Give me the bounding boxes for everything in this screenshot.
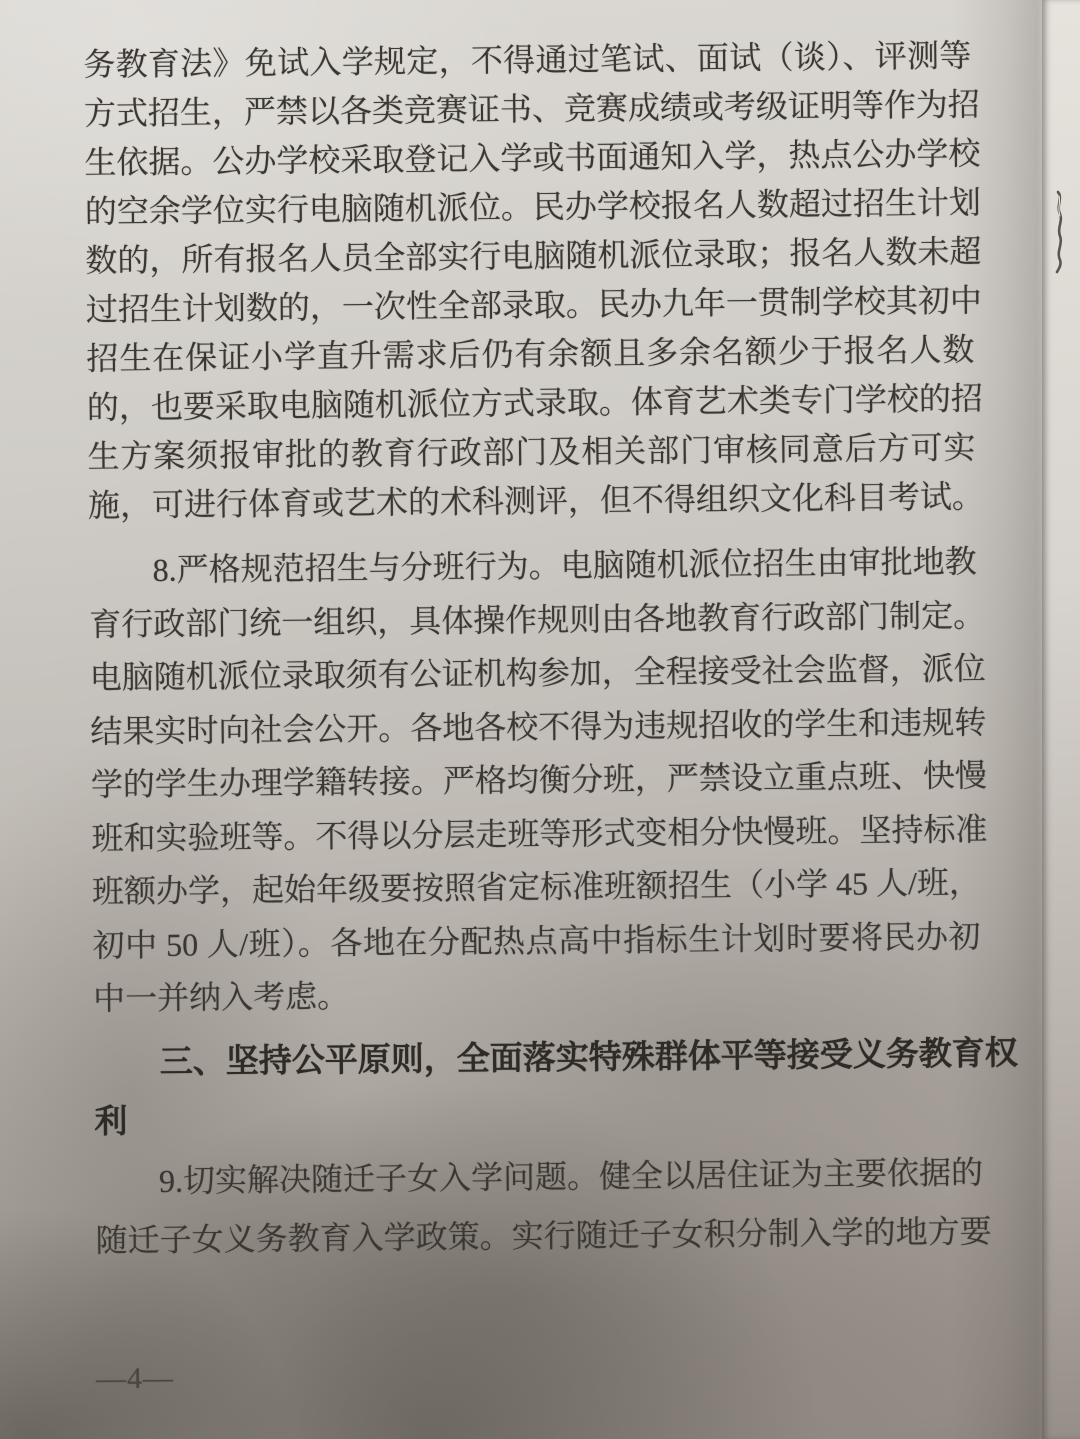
text-line: 生依据。公办学校采取登记入学或书面通知入学，热点公办学校: [84, 135, 981, 181]
text-line: 班额办学，起始年级要按照省定标准班额招生（小学 45 人/班，: [91, 864, 982, 910]
text-line: 招生在保证小学直升需求后仍有余额且多余名额少于报名人数: [86, 331, 975, 377]
text-line: 三、坚持公平原则，全面落实特殊群体平等接受义务教育权: [159, 1035, 1018, 1081]
staple-icon: [1052, 190, 1066, 274]
text-line: 数的，所有报名人员全部实行电脑随机派位录取；报名人数未超: [85, 233, 982, 279]
text-line: 方式招生，严禁以各类竞赛证书、竞赛成绩或考级证明等作为招: [83, 86, 981, 132]
text-line: 电脑随机派位录取须有公证机构参加，全程接受社会监督，派位: [89, 650, 986, 696]
text-line: 务教育法》免试入学规定，不得通过笔试、面试（谈）、评测等: [83, 37, 972, 83]
text-line: 的，也要采取电脑随机派位方式录取。体育艺术类专门学校的招: [86, 380, 984, 426]
text-line: 利: [94, 1103, 128, 1141]
text-line: 施，可进行体育或艺术的术科测评，但不得组织文化科目考试。: [87, 478, 985, 524]
text-line: 育行政部门统一组织，具体操作规则由各地教育行政部门制定。: [89, 596, 986, 643]
text-line: 8.严格规范招生与分班行为。电脑随机派位招生由审批地教: [152, 543, 977, 588]
text-line: 的空余学位实行电脑随机派位。民办学校报名人数超过招生计划: [84, 184, 982, 230]
text-line: 过招生计划数的，一次性全部录取。民办九年一贯制学校其初中: [85, 282, 983, 328]
text-line: 9.切实解决随迁子女入学问题。健全以居住证为主要依据的: [158, 1153, 984, 1199]
text-line: 学的学生办理学籍转接。严格均衡分班，严禁设立重点班、快慢: [90, 757, 988, 803]
paragraph-item-9: [95, 1143, 992, 1270]
page-number: —4—: [95, 1361, 175, 1396]
text-line: 生方案须报审批的教育行政部门及相关部门审核同意后方可实: [87, 429, 976, 475]
text-line: 结果实时向社会公开。各地各校不得为违规招收的学生和违规转: [90, 703, 987, 750]
text-line: 中一并纳入考虑。: [92, 977, 350, 1017]
text-line: 随迁子女义务教育入学政策。实行随迁子女积分制入学的地方要: [95, 1212, 992, 1259]
document-text: [83, 0, 1018, 1270]
section-heading-3: [94, 1025, 1018, 1152]
paragraph-continuation: [83, 31, 985, 530]
text-line: 初中 50 人/班）。各地在分配热点高中指标生计划时要将民办初: [92, 917, 981, 964]
paragraph-item-8: [88, 535, 988, 1026]
text-line: 班和实验班等。不得以分层走班等形式变相分快慢班。坚持标准: [91, 810, 988, 857]
